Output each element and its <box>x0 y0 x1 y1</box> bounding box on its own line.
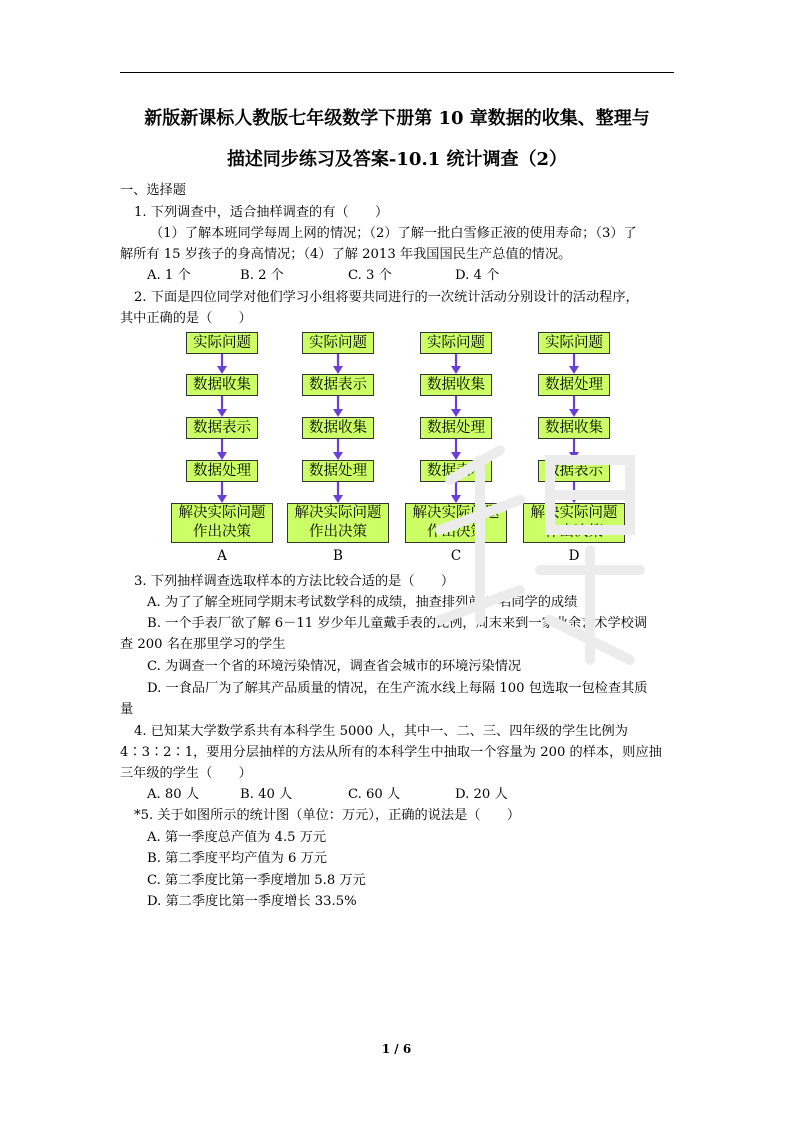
page-title-line1: 新版新课标人教版七年级数学下册第 10 章数据的收集、整理与 <box>144 108 650 129</box>
q4-stem-line3: 三年级的学生（ ） <box>120 766 252 781</box>
flow-box: 数据处理 <box>420 417 492 439</box>
q5-option-a: A. 第一季度总产值为 4.5 万元 <box>147 830 327 845</box>
q4-option-b: B. 40 人 <box>240 787 293 802</box>
flow-arrow-head <box>569 409 579 417</box>
flowchart-label: B <box>333 548 343 564</box>
q1-body-line2: 解所有 15 岁孩子的身高情况；（4）了解 2013 年我国国民生产总值的情况。 <box>120 247 572 262</box>
q4-stem-line1: 4. 已知某大学数学系共有本科学生 5000 人，其中一、二、三、四年级的学生比例为 <box>134 724 628 739</box>
q1-option-c: C. 3 个 <box>348 268 392 283</box>
section-heading: 一、选择题 <box>120 183 186 198</box>
q5-stem: *5. 关于如图所示的统计图（单位：万元），正确的说法是（ ） <box>134 808 521 823</box>
q3-option-d-line2: 量 <box>120 702 134 717</box>
flow-box: 数据处理 <box>186 460 258 482</box>
flow-box: 数据表示 <box>302 374 374 396</box>
flowchart-label: A <box>217 548 227 564</box>
q3-option-c: C. 为调查一个省的环境污染情况，调查省会城市的环境污染情况 <box>147 659 522 674</box>
flow-final-line1: 解决实际问题 <box>412 505 500 521</box>
q5-option-c: C. 第二季度比第一季度增加 5.8 万元 <box>147 873 366 888</box>
q4-option-d: D. 20 人 <box>455 787 508 802</box>
flow-box: 数据处理 <box>302 460 374 482</box>
flow-box-final <box>171 503 273 543</box>
flow-box-final <box>287 503 389 543</box>
flow-final-line1: 解决实际问题 <box>178 505 266 521</box>
flow-box: 数据收集 <box>302 417 374 439</box>
q4-option-a: A. 80 人 <box>147 787 200 802</box>
flow-final-line2: 作出决策 <box>545 524 603 540</box>
q2-stem-line2: 其中正确的是（ ） <box>120 311 252 326</box>
q3-stem: 3. 下列抽样调查选取样本的方法比较合适的是（ ） <box>134 574 455 589</box>
q1-option-b: B. 2 个 <box>240 268 284 283</box>
flow-box: 数据表示 <box>538 460 610 482</box>
flowchart-label: D <box>568 548 580 564</box>
flow-final-line2: 作出决策 <box>309 524 367 540</box>
flow-box: 实际问题 <box>302 332 374 354</box>
q5-option-b: B. 第二季度平均产值为 6 万元 <box>147 851 327 866</box>
flow-box: 数据收集 <box>186 374 258 396</box>
q1-option-a: A. 1 个 <box>147 268 191 283</box>
q2-stem-line1: 2. 下面是四位同学对他们学习小组将要共同进行的一次统计活动分别设计的活动程序， <box>134 290 639 305</box>
q4-option-c: C. 60 人 <box>348 787 401 802</box>
q5-option-d: D. 第二季度比第一季度增长 33.5% <box>147 894 357 909</box>
flow-arrow-head <box>217 409 227 417</box>
flow-arrow-head <box>217 495 227 503</box>
page-number: 1 / 6 <box>381 1042 412 1056</box>
flow-final-line1: 解决实际问题 <box>294 505 382 521</box>
flowchart-label: C <box>450 548 462 564</box>
flow-arrow-head <box>333 452 343 460</box>
q1-stem: 1. 下列调查中，适合抽样调查的有（ ） <box>134 205 389 220</box>
flow-box: 实际问题 <box>538 332 610 354</box>
flow-arrow-head <box>333 495 343 503</box>
flow-arrow-head <box>451 409 461 417</box>
q3-option-b-line1: B. 一个手表厂欲了解 6－11 岁少年儿童戴手表的比例，周末来到一家业余艺术学校调 <box>147 616 648 631</box>
flow-arrow-head <box>333 366 343 374</box>
q3-option-d-line1: D. 一食品厂为了解其产品质量的情况，在生产流水线上每隔 100 包选取一包检查其质 <box>147 681 648 696</box>
flow-arrow-head <box>217 452 227 460</box>
flow-arrow-head <box>451 366 461 374</box>
q3-option-b-line2: 查 200 名在那里学习的学生 <box>120 637 286 652</box>
q1-body-line1: （1）了解本班同学每周上网的情况；（2）了解一批白雪修正液的使用寿命；（3）了 <box>150 226 637 241</box>
flow-box: 数据表示 <box>420 460 492 482</box>
q3-option-a: A. 为了了解全班同学期末考试数学科的成绩，抽查排列前 5 名同学的成绩 <box>147 595 578 610</box>
flow-final-line1: 解决实际问题 <box>530 505 618 521</box>
watermark-seal <box>410 420 670 680</box>
flow-arrow-head <box>217 366 227 374</box>
flow-box: 数据收集 <box>420 374 492 396</box>
flow-arrow-head <box>333 409 343 417</box>
page-title-line2: 描述同步练习及答案-10.1 统计调查（2） <box>226 149 568 170</box>
flow-final-line2: 作出决策 <box>427 524 485 540</box>
flow-box: 数据表示 <box>186 417 258 439</box>
flow-arrow-head <box>569 366 579 374</box>
q4-stem-line2: 4∶3∶2∶1，要用分层抽样的方法从所有的本科学生中抽取一个容量为 200 的样本，则应抽 <box>120 745 662 760</box>
q1-option-d: D. 4 个 <box>455 268 500 283</box>
flow-box: 数据处理 <box>538 374 610 396</box>
flow-box: 实际问题 <box>186 332 258 354</box>
flow-box: 实际问题 <box>420 332 492 354</box>
flow-final-line2: 作出决策 <box>193 524 251 540</box>
header-rule <box>120 72 674 73</box>
flow-box: 数据收集 <box>538 417 610 439</box>
